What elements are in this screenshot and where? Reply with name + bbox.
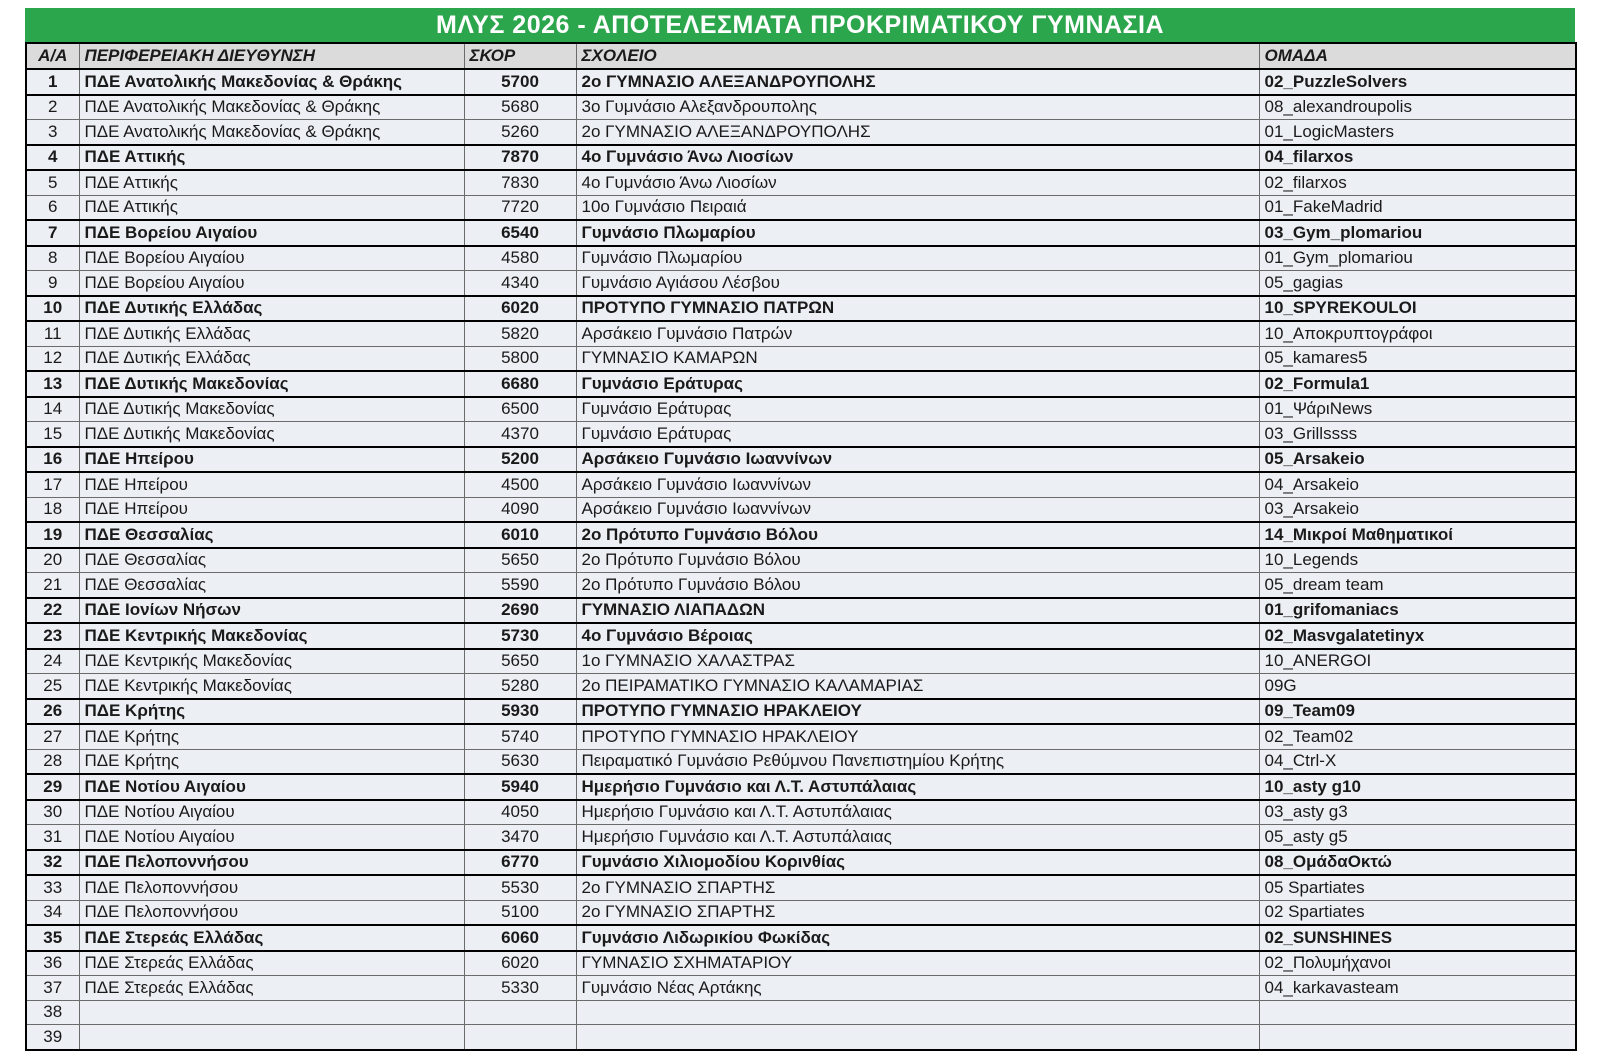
table-row [26, 447, 1576, 473]
row-number-cell: 33 [26, 875, 79, 900]
team-cell: 04_karkavasteam [1259, 976, 1576, 1001]
results-table [25, 42, 1577, 1051]
results-table-container [25, 8, 1575, 1051]
row-number-cell: 24 [26, 649, 79, 674]
score-cell: 5330 [464, 976, 576, 1001]
table-row [26, 623, 1576, 649]
score-cell: 6020 [464, 296, 576, 322]
region-cell: ΠΔΕ Ανατολικής Μακεδονίας & Θράκης [79, 95, 464, 120]
row-number-cell: 20 [26, 548, 79, 573]
school-cell: 2ο ΠΕΙΡΑΜΑΤΙΚΟ ΓΥΜΝΑΣΙΟ ΚΑΛΑΜΑΡΙΑΣ [576, 674, 1259, 699]
region-cell [79, 1000, 464, 1025]
school-cell: 2ο Πρότυπο Γυμνάσιο Βόλου [576, 573, 1259, 598]
row-number-cell: 21 [26, 573, 79, 598]
region-cell: ΠΔΕ Αττικής [79, 195, 464, 220]
team-cell: 09G [1259, 674, 1576, 699]
score-cell: 3470 [464, 825, 576, 850]
row-number-cell: 39 [26, 1025, 79, 1050]
row-number-cell: 3 [26, 120, 79, 145]
team-cell: 05_gagias [1259, 271, 1576, 296]
score-cell: 5680 [464, 95, 576, 120]
score-cell [464, 1000, 576, 1025]
region-cell: ΠΔΕ Ιονίων Νήσων [79, 598, 464, 624]
row-number-cell: 17 [26, 472, 79, 497]
row-number-cell: 31 [26, 825, 79, 850]
table-row [26, 850, 1576, 876]
school-cell: Γυμνάσιο Λιδωρικίου Φωκίδας [576, 925, 1259, 951]
school-cell: Αρσάκειο Γυμνάσιο Ιωαννίνων [576, 472, 1259, 497]
table-row [26, 321, 1576, 346]
team-cell: 01_LogicMasters [1259, 120, 1576, 145]
team-cell: 10_Αποκρυπτογράφοι [1259, 321, 1576, 346]
table-row [26, 1025, 1576, 1050]
region-cell: ΠΔΕ Κρήτης [79, 699, 464, 725]
score-cell: 5650 [464, 649, 576, 674]
score-cell: 5740 [464, 724, 576, 749]
region-cell: ΠΔΕ Δυτικής Μακεδονίας [79, 397, 464, 422]
score-cell: 7830 [464, 170, 576, 195]
row-number-cell: 29 [26, 774, 79, 800]
team-cell: 02_Πολυμήχανοι [1259, 951, 1576, 976]
score-cell: 6500 [464, 397, 576, 422]
row-number-cell: 9 [26, 271, 79, 296]
results-table-body [26, 69, 1576, 1050]
score-cell: 4340 [464, 271, 576, 296]
table-row [26, 825, 1576, 850]
region-cell: ΠΔΕ Νοτίου Αιγαίου [79, 774, 464, 800]
school-cell: 4ο Γυμνάσιο Βέροιας [576, 623, 1259, 649]
row-number-cell: 12 [26, 346, 79, 371]
table-row [26, 951, 1576, 976]
row-number-cell: 6 [26, 195, 79, 220]
region-cell: ΠΔΕ Ανατολικής Μακεδονίας & Θράκης [79, 120, 464, 145]
team-cell: 03_Gym_plomariou [1259, 220, 1576, 246]
team-cell: 05_kamares5 [1259, 346, 1576, 371]
region-cell: ΠΔΕ Νοτίου Αιγαίου [79, 800, 464, 825]
table-row [26, 422, 1576, 447]
school-cell: Αρσάκειο Γυμνάσιο Ιωαννίνων [576, 447, 1259, 473]
school-cell: 2ο ΓΥΜΝΑΣΙΟ ΣΠΑΡΤΗΣ [576, 900, 1259, 925]
row-number-cell: 30 [26, 800, 79, 825]
table-row [26, 69, 1576, 95]
column-header-school: ΣΧΟΛΕΙΟ [576, 43, 1259, 69]
table-row [26, 925, 1576, 951]
row-number-cell: 8 [26, 246, 79, 271]
page-title: ΜΛΥΣ 2026 - ΑΠΟΤΕΛΕΣΜΑΤΑ ΠΡΟΚΡΙΜΑΤΙΚΟΥ ΓΥΜΝΑΣΙΑ [25, 8, 1575, 42]
table-row [26, 800, 1576, 825]
school-cell: 2ο ΓΥΜΝΑΣΙΟ ΑΛΕΞΑΝΔΡΟΥΠΟΛΗΣ [576, 69, 1259, 95]
team-cell: 02_PuzzleSolvers [1259, 69, 1576, 95]
team-cell: 02 Spartiates [1259, 900, 1576, 925]
table-row [26, 774, 1576, 800]
score-cell: 5260 [464, 120, 576, 145]
team-cell: 03_Arsakeio [1259, 497, 1576, 522]
team-cell: 05_dream team [1259, 573, 1576, 598]
table-row [26, 296, 1576, 322]
school-cell: ΓΥΜΝΑΣΙΟ ΛΙΑΠΑΔΩΝ [576, 598, 1259, 624]
school-cell: Ημερήσιο Γυμνάσιο και Λ.Τ. Αστυπάλαιας [576, 800, 1259, 825]
score-cell: 5280 [464, 674, 576, 699]
team-cell: 05_asty g5 [1259, 825, 1576, 850]
region-cell: ΠΔΕ Δυτικής Ελλάδας [79, 321, 464, 346]
column-header-team: ΟΜΑΔΑ [1259, 43, 1576, 69]
team-cell: 02_Masvgalatetinyx [1259, 623, 1576, 649]
school-cell: ΠΡΟΤΥΠΟ ΓΥΜΝΑΣΙΟ ΠΑΤΡΩΝ [576, 296, 1259, 322]
region-cell: ΠΔΕ Ηπείρου [79, 497, 464, 522]
region-cell: ΠΔΕ Θεσσαλίας [79, 522, 464, 548]
region-cell: ΠΔΕ Βορείου Αιγαίου [79, 271, 464, 296]
school-cell: 4ο Γυμνάσιο Άνω Λιοσίων [576, 145, 1259, 171]
school-cell: Αρσάκειο Γυμνάσιο Ιωαννίνων [576, 497, 1259, 522]
table-row [26, 170, 1576, 195]
school-cell: ΓΥΜΝΑΣΙΟ ΚΑΜΑΡΩΝ [576, 346, 1259, 371]
team-cell: 03_Grillssss [1259, 422, 1576, 447]
score-cell: 4500 [464, 472, 576, 497]
table-header-row [26, 43, 1576, 69]
team-cell: 10_asty g10 [1259, 774, 1576, 800]
column-header-region: ΠΕΡΙΦΕΡΕΙΑΚΗ ΔΙΕΥΘΥΝΣΗ [79, 43, 464, 69]
team-cell: 10_ANERGOI [1259, 649, 1576, 674]
score-cell: 6060 [464, 925, 576, 951]
score-cell: 6010 [464, 522, 576, 548]
table-row [26, 699, 1576, 725]
region-cell: ΠΔΕ Δυτικής Μακεδονίας [79, 371, 464, 397]
school-cell: 2ο ΓΥΜΝΑΣΙΟ ΑΛΕΞΑΝΔΡΟΥΠΟΛΗΣ [576, 120, 1259, 145]
school-cell: ΓΥΜΝΑΣΙΟ ΣΧΗΜΑΤΑΡΙΟΥ [576, 951, 1259, 976]
region-cell: ΠΔΕ Δυτικής Μακεδονίας [79, 422, 464, 447]
score-cell: 5700 [464, 69, 576, 95]
school-cell: Γυμνάσιο Αγιάσου Λέσβου [576, 271, 1259, 296]
table-row [26, 649, 1576, 674]
school-cell: 1ο ΓΥΜΝΑΣΙΟ ΧΑΛΑΣΤΡΑΣ [576, 649, 1259, 674]
score-cell: 5650 [464, 548, 576, 573]
team-cell: 08_alexandroupolis [1259, 95, 1576, 120]
row-number-cell: 36 [26, 951, 79, 976]
table-row [26, 397, 1576, 422]
table-row [26, 976, 1576, 1001]
row-number-cell: 22 [26, 598, 79, 624]
table-row [26, 674, 1576, 699]
score-cell: 6680 [464, 371, 576, 397]
column-header-score: ΣΚΟΡ [464, 43, 576, 69]
team-cell: 10_Legends [1259, 548, 1576, 573]
team-cell: 04_Arsakeio [1259, 472, 1576, 497]
table-row [26, 220, 1576, 246]
school-cell: Ημερήσιο Γυμνάσιο και Λ.Τ. Αστυπάλαιας [576, 825, 1259, 850]
row-number-cell: 16 [26, 447, 79, 473]
score-cell: 4090 [464, 497, 576, 522]
region-cell: ΠΔΕ Στερεάς Ελλάδας [79, 976, 464, 1001]
school-cell: Γυμνάσιο Εράτυρας [576, 422, 1259, 447]
team-cell [1259, 1000, 1576, 1025]
score-cell [464, 1025, 576, 1050]
school-cell: 2ο Πρότυπο Γυμνάσιο Βόλου [576, 522, 1259, 548]
score-cell: 7870 [464, 145, 576, 171]
score-cell: 4580 [464, 246, 576, 271]
table-row [26, 120, 1576, 145]
school-cell: Πειραματικό Γυμνάσιο Ρεθύμνου Πανεπιστημίου Κρήτης [576, 749, 1259, 774]
region-cell: ΠΔΕ Κεντρικής Μακεδονίας [79, 649, 464, 674]
table-row [26, 246, 1576, 271]
row-number-cell: 1 [26, 69, 79, 95]
score-cell: 6770 [464, 850, 576, 876]
row-number-cell: 2 [26, 95, 79, 120]
team-cell: 02_SUNSHINES [1259, 925, 1576, 951]
school-cell [576, 1025, 1259, 1050]
region-cell: ΠΔΕ Αττικής [79, 145, 464, 171]
table-row [26, 573, 1576, 598]
score-cell: 5630 [464, 749, 576, 774]
row-number-cell: 7 [26, 220, 79, 246]
team-cell: 09_Team09 [1259, 699, 1576, 725]
score-cell: 6020 [464, 951, 576, 976]
school-cell: Γυμνάσιο Πλωμαρίου [576, 220, 1259, 246]
table-row [26, 145, 1576, 171]
team-cell: 01_ΨάριNews [1259, 397, 1576, 422]
region-cell: ΠΔΕ Δυτικής Ελλάδας [79, 296, 464, 322]
table-row [26, 371, 1576, 397]
table-row [26, 900, 1576, 925]
score-cell: 5820 [464, 321, 576, 346]
school-cell: 3ο Γυμνάσιο Αλεξανδρουπολης [576, 95, 1259, 120]
table-row [26, 1000, 1576, 1025]
row-number-cell: 28 [26, 749, 79, 774]
row-number-cell: 26 [26, 699, 79, 725]
row-number-cell: 14 [26, 397, 79, 422]
region-cell [79, 1025, 464, 1050]
row-number-cell: 34 [26, 900, 79, 925]
region-cell: ΠΔΕ Θεσσαλίας [79, 548, 464, 573]
table-row [26, 875, 1576, 900]
row-number-cell: 37 [26, 976, 79, 1001]
school-cell: Ημερήσιο Γυμνάσιο και Λ.Τ. Αστυπάλαιας [576, 774, 1259, 800]
school-cell: ΠΡΟΤΥΠΟ ΓΥΜΝΑΣΙΟ ΗΡΑΚΛΕΙΟΥ [576, 724, 1259, 749]
table-row [26, 497, 1576, 522]
team-cell: 01_Gym_plomariou [1259, 246, 1576, 271]
score-cell: 6540 [464, 220, 576, 246]
region-cell: ΠΔΕ Ανατολικής Μακεδονίας & Θράκης [79, 69, 464, 95]
region-cell: ΠΔΕ Κρήτης [79, 724, 464, 749]
school-cell: 2ο Πρότυπο Γυμνάσιο Βόλου [576, 548, 1259, 573]
row-number-cell: 32 [26, 850, 79, 876]
score-cell: 5800 [464, 346, 576, 371]
region-cell: ΠΔΕ Κεντρικής Μακεδονίας [79, 674, 464, 699]
row-number-cell: 19 [26, 522, 79, 548]
school-cell: Γυμνάσιο Εράτυρας [576, 371, 1259, 397]
region-cell: ΠΔΕ Αττικής [79, 170, 464, 195]
row-number-cell: 13 [26, 371, 79, 397]
region-cell: ΠΔΕ Ηπείρου [79, 447, 464, 473]
table-row [26, 522, 1576, 548]
team-cell: 02_Team02 [1259, 724, 1576, 749]
team-cell: 04_Ctrl-X [1259, 749, 1576, 774]
school-cell: ΠΡΟΤΥΠΟ ΓΥΜΝΑΣΙΟ ΗΡΑΚΛΕΙΟΥ [576, 699, 1259, 725]
table-row [26, 472, 1576, 497]
score-cell: 7720 [464, 195, 576, 220]
team-cell: 14_Μικροί Μαθηματικοί [1259, 522, 1576, 548]
score-cell: 4050 [464, 800, 576, 825]
row-number-cell: 38 [26, 1000, 79, 1025]
team-cell: 02_filarxos [1259, 170, 1576, 195]
score-cell: 5930 [464, 699, 576, 725]
school-cell: Αρσάκειο Γυμνάσιο Πατρών [576, 321, 1259, 346]
team-cell: 03_asty g3 [1259, 800, 1576, 825]
region-cell: ΠΔΕ Πελοποννήσου [79, 850, 464, 876]
team-cell: 10_SPYREKOULOI [1259, 296, 1576, 322]
team-cell: 02_Formula1 [1259, 371, 1576, 397]
row-number-cell: 11 [26, 321, 79, 346]
region-cell: ΠΔΕ Στερεάς Ελλάδας [79, 925, 464, 951]
table-row [26, 195, 1576, 220]
region-cell: ΠΔΕ Δυτικής Ελλάδας [79, 346, 464, 371]
table-row [26, 598, 1576, 624]
score-cell: 5590 [464, 573, 576, 598]
school-cell: 2ο ΓΥΜΝΑΣΙΟ ΣΠΑΡΤΗΣ [576, 875, 1259, 900]
team-cell: 01_grifomaniacs [1259, 598, 1576, 624]
region-cell: ΠΔΕ Κρήτης [79, 749, 464, 774]
region-cell: ΠΔΕ Νοτίου Αιγαίου [79, 825, 464, 850]
score-cell: 5100 [464, 900, 576, 925]
table-row [26, 749, 1576, 774]
school-cell: Γυμνάσιο Εράτυρας [576, 397, 1259, 422]
column-header-index: Α/Α [26, 43, 79, 69]
row-number-cell: 25 [26, 674, 79, 699]
school-cell: 10ο Γυμνάσιο Πειραιά [576, 195, 1259, 220]
score-cell: 5530 [464, 875, 576, 900]
score-cell: 4370 [464, 422, 576, 447]
table-row [26, 724, 1576, 749]
region-cell: ΠΔΕ Βορείου Αιγαίου [79, 246, 464, 271]
score-cell: 5730 [464, 623, 576, 649]
region-cell: ΠΔΕ Πελοποννήσου [79, 875, 464, 900]
table-row [26, 95, 1576, 120]
team-cell: 04_filarxos [1259, 145, 1576, 171]
row-number-cell: 23 [26, 623, 79, 649]
team-cell: 01_FakeMadrid [1259, 195, 1576, 220]
school-cell: Γυμνάσιο Πλωμαρίου [576, 246, 1259, 271]
region-cell: ΠΔΕ Ηπείρου [79, 472, 464, 497]
row-number-cell: 5 [26, 170, 79, 195]
team-cell [1259, 1025, 1576, 1050]
row-number-cell: 18 [26, 497, 79, 522]
row-number-cell: 35 [26, 925, 79, 951]
table-row [26, 346, 1576, 371]
region-cell: ΠΔΕ Στερεάς Ελλάδας [79, 951, 464, 976]
row-number-cell: 10 [26, 296, 79, 322]
row-number-cell: 27 [26, 724, 79, 749]
table-row [26, 271, 1576, 296]
region-cell: ΠΔΕ Θεσσαλίας [79, 573, 464, 598]
team-cell: 05_Arsakeio [1259, 447, 1576, 473]
region-cell: ΠΔΕ Βορείου Αιγαίου [79, 220, 464, 246]
school-cell: 4ο Γυμνάσιο Άνω Λιοσίων [576, 170, 1259, 195]
score-cell: 5200 [464, 447, 576, 473]
region-cell: ΠΔΕ Πελοποννήσου [79, 900, 464, 925]
score-cell: 5940 [464, 774, 576, 800]
school-cell: Γυμνάσιο Χιλιομοδίου Κορινθίας [576, 850, 1259, 876]
score-cell: 2690 [464, 598, 576, 624]
row-number-cell: 15 [26, 422, 79, 447]
team-cell: 08_ΟμάδαΟκτώ [1259, 850, 1576, 876]
row-number-cell: 4 [26, 145, 79, 171]
school-cell: Γυμνάσιο Νέας Αρτάκης [576, 976, 1259, 1001]
region-cell: ΠΔΕ Κεντρικής Μακεδονίας [79, 623, 464, 649]
team-cell: 05 Spartiates [1259, 875, 1576, 900]
school-cell [576, 1000, 1259, 1025]
table-row [26, 548, 1576, 573]
